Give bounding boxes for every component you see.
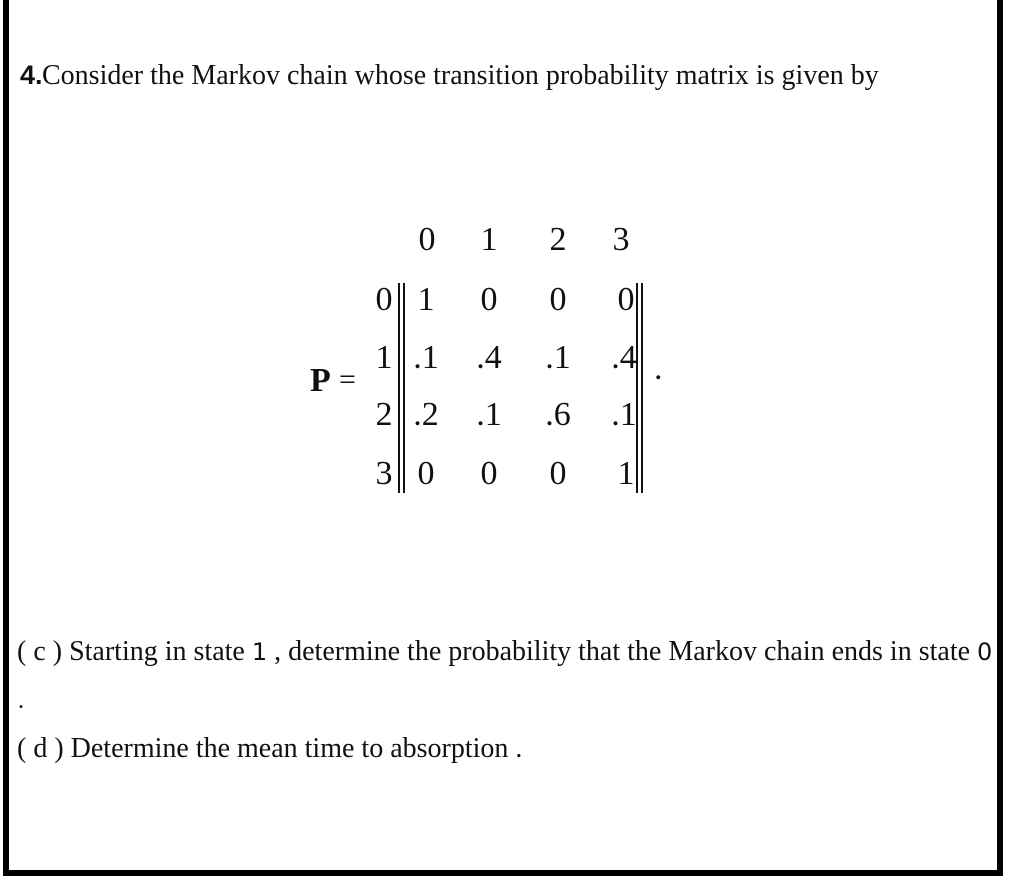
part-c-text xyxy=(17,636,992,668)
part-d-text: ( d ) Determine the mean time to absorption . xyxy=(17,733,523,764)
question-text: Consider the Markov chain whose transition probability matrix is given by xyxy=(42,60,879,91)
part-c-state-a: 1 xyxy=(251,638,268,666)
row-state-2: 2 xyxy=(375,396,393,433)
matrix-cell: .1 xyxy=(413,339,439,376)
matrix-cell: 0 xyxy=(549,281,567,318)
matrix-cell: .1 xyxy=(545,339,571,376)
part-c-lead: ( c ) Starting in state xyxy=(17,636,252,667)
matrix-equals: = xyxy=(339,363,356,396)
matrix-cell: .6 xyxy=(545,396,571,433)
question-number: 4. xyxy=(20,60,43,90)
matrix-cell: .1 xyxy=(476,396,502,433)
col-state-1: 1 xyxy=(480,221,498,258)
matrix-cell: 0 xyxy=(417,455,435,492)
matrix-cell: .1 xyxy=(611,396,637,433)
matrix-cell: .4 xyxy=(476,339,502,376)
matrix-left-bar-outer xyxy=(398,283,400,493)
matrix-cell: .2 xyxy=(413,396,439,433)
matrix-cell: 0 xyxy=(480,455,498,492)
col-state-2: 2 xyxy=(549,221,567,258)
matrix-cell: 0 xyxy=(549,455,567,492)
part-c-mid: , determine the probability that the Markov chain ends in state xyxy=(267,636,978,667)
matrix-cell: 1 xyxy=(617,455,635,492)
matrix-cell: 0 xyxy=(617,281,635,318)
matrix-left-bar-inner xyxy=(403,283,405,493)
matrix-cell: 1 xyxy=(417,281,435,318)
matrix-trailing-period: . xyxy=(654,350,663,387)
col-state-3: 3 xyxy=(612,221,630,258)
col-state-0: 0 xyxy=(418,221,436,258)
matrix-cell: 0 xyxy=(480,281,498,318)
row-state-1: 1 xyxy=(375,339,393,376)
matrix-cell: .4 xyxy=(611,339,637,376)
part-c-state-b: 0 xyxy=(977,638,993,666)
row-state-0: 0 xyxy=(375,281,393,318)
matrix-label: P xyxy=(310,362,331,399)
row-state-3: 3 xyxy=(375,455,393,492)
part-c-trailing-period: . xyxy=(18,688,24,714)
